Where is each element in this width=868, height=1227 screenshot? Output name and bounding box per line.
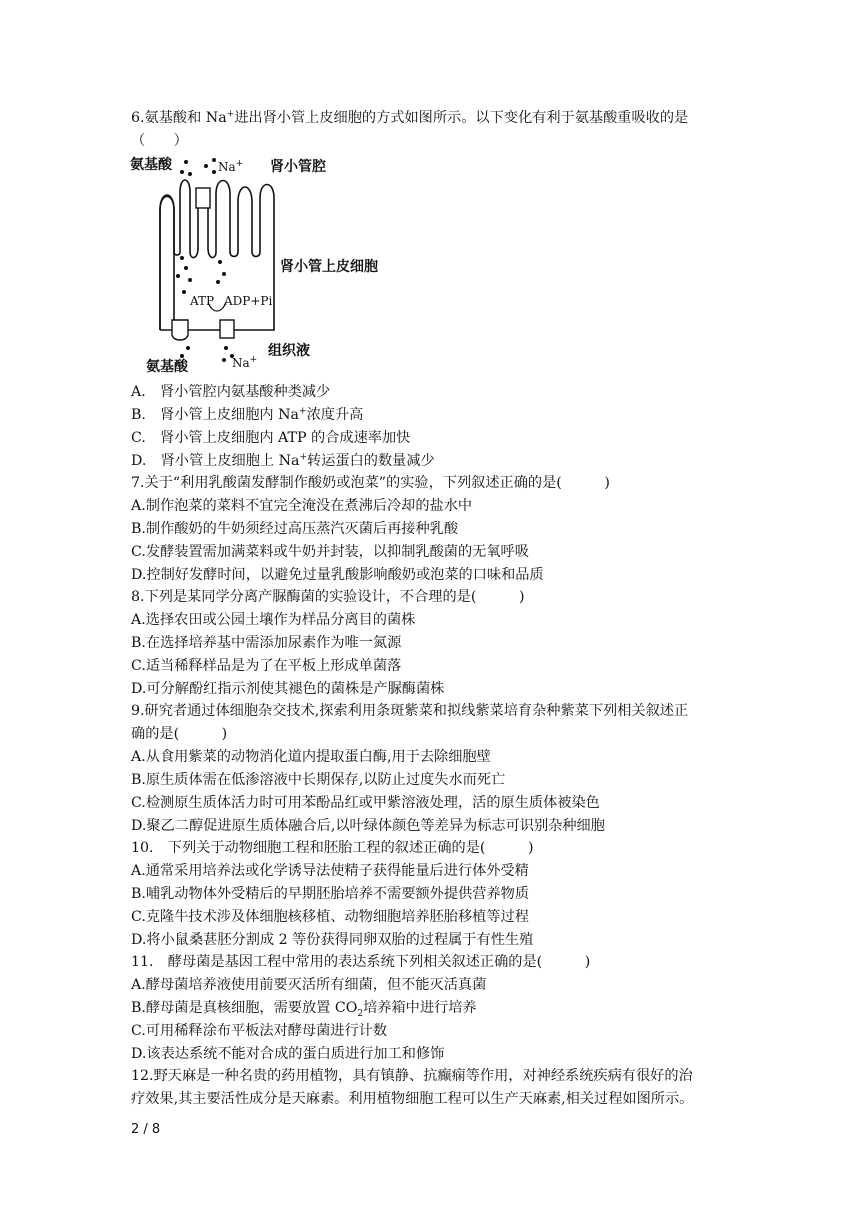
q8-option-d: D.可分解酚红指示剂使其褪色的菌株是产脲酶菌株 bbox=[131, 681, 445, 697]
q6-stem: 6.氨基酸和 Na+进出肾小管上皮细胞的方式如图所示。以下变化有利于氨基酸重吸收的是 bbox=[131, 109, 689, 126]
fig-lumen-label: 肾小管腔 bbox=[270, 159, 326, 175]
q10-option-c: C.克隆牛技术涉及体细胞核移植、动物细胞培养胚胎移植等过程 bbox=[131, 909, 529, 925]
q9-stem-line2: 确的是( ) bbox=[131, 726, 228, 742]
q10-option-b: B.哺乳动物体外受精后的早期胚胎培养不需要额外提供营养物质 bbox=[131, 886, 530, 902]
q10-option-a: A.通常采用培养法或化学诱导法使精子获得能量后进行体外受精 bbox=[131, 863, 529, 879]
fig-amino-acid-bottom: 氨基酸 bbox=[146, 359, 188, 375]
q7-stem: 7.关于“利用乳酸菌发酵制作酸奶或泡菜”的实验，下列叙述正确的是( ) bbox=[131, 475, 610, 491]
fig-atp: ATP bbox=[190, 294, 215, 308]
q11-option-b: B.酵母菌是真核细胞，需要放置 $CO_2$培养箱中进行培养 bbox=[131, 1000, 477, 1019]
fig-na-top: Na+ bbox=[218, 159, 244, 174]
fig-na-bottom: Na+ bbox=[232, 355, 258, 370]
q10-option-d: D.将小鼠桑葚胚分割成 2 等份获得同卵双胎的过程属于有性生殖 bbox=[131, 932, 534, 948]
symporter-shape bbox=[196, 188, 210, 208]
amino-carrier-shape bbox=[172, 320, 188, 340]
q7-option-d: D.控制好发酵时间，以避免过量乳酸影响酸奶或泡菜的口味和品质 bbox=[131, 567, 544, 583]
fig-adp: ADP+Pi bbox=[224, 294, 273, 308]
q9-option-c: C.检测原生质体活力时可用苯酚品红或甲紫溶液处理，活的原生质体被染色 bbox=[131, 795, 600, 811]
q11-option-a: A.酵母菌培养液使用前要灭活所有细菌，但不能灭活真菌 bbox=[131, 977, 487, 993]
q9-option-a: A.从食用紫菜的动物消化道内提取蛋白酶,用于去除细胞壁 bbox=[131, 749, 491, 765]
q7-option-c: C.发酵装置需加满菜料或牛奶并封装，以抑制乳酸菌的无氧呼吸 bbox=[131, 544, 529, 560]
q11-stem: 11. 酵母菌是基因工程中常用的表达系统下列相关叙述正确的是( ) bbox=[131, 954, 591, 970]
kidney-tubule-figure bbox=[128, 152, 398, 376]
q8-option-b: B.在选择培养基中需添加尿素作为唯一氮源 bbox=[131, 635, 402, 651]
q6-option-a: A. 肾小管腔内氨基酸种类减少 bbox=[131, 384, 331, 400]
q9-option-b: B.原生质体需在低渗溶液中长期保存,以防止过度失水而死亡 bbox=[131, 772, 506, 788]
q12-stem-line2: 疗效果,其主要活性成分是天麻素。利用植物细胞工程可以生产天麻素,相关过程如图所示。 bbox=[131, 1091, 694, 1107]
fig-cell-label: 肾小管上皮细胞 bbox=[280, 259, 378, 275]
q10-stem: 10. 下列关于动物细胞工程和胚胎工程的叙述正确的是( ) bbox=[131, 840, 534, 856]
q8-stem: 8.下列是某同学分离产脲酶菌的实验设计，不合理的是( ) bbox=[131, 589, 525, 605]
q7-option-b: B.制作酸奶的牛奶须经过高压蒸汽灭菌后再接种乳酸 bbox=[131, 521, 459, 537]
page-number: 2 / 8 bbox=[131, 1122, 161, 1137]
q6-option-b: B. 肾小管上皮细胞内 Na+浓度升高 bbox=[131, 406, 364, 423]
fig-fluid-label: 组织液 bbox=[268, 343, 310, 359]
q9-stem-line1: 9.研究者通过体细胞杂交技术,探索利用条斑紫菜和拟线紫菜培育杂种紫菜下列相关叙述正 bbox=[131, 703, 689, 719]
q8-option-a: A.选择农田或公园土壤作为样品分离目的菌株 bbox=[131, 612, 416, 628]
q7-option-a: A.制作泡菜的菜料不宜完全淹没在煮沸后冷却的盐水中 bbox=[131, 498, 473, 514]
q11-option-c: C.可用稀释涂布平板法对酵母菌进行计数 bbox=[131, 1023, 388, 1039]
q11-option-d: D.该表达系统不能对合成的蛋白质进行加工和修饰 bbox=[131, 1046, 445, 1062]
q6-option-d: D. 肾小管上皮细胞上 Na+转运蛋白的数量减少 bbox=[131, 452, 435, 469]
na-pump-shape bbox=[220, 320, 234, 338]
q8-option-c: C.适当稀释样品是为了在平板上形成单菌落 bbox=[131, 658, 402, 674]
q6-paren: （ ） bbox=[131, 133, 188, 149]
q6-option-c: C. 肾小管上皮细胞内 ATP 的合成速率加快 bbox=[131, 430, 411, 446]
fig-amino-acid-top: 氨基酸 bbox=[130, 157, 172, 173]
q12-stem-line1: 12.野天麻是一种名贵的药用植物，具有镇静、抗癫痫等作用，对神经系统疾病有很好的治 bbox=[131, 1068, 693, 1084]
q9-option-d: D.聚乙二醇促进原生质体融合后,以叶绿体颜色等差异为标志可识别杂种细胞 bbox=[131, 818, 605, 834]
